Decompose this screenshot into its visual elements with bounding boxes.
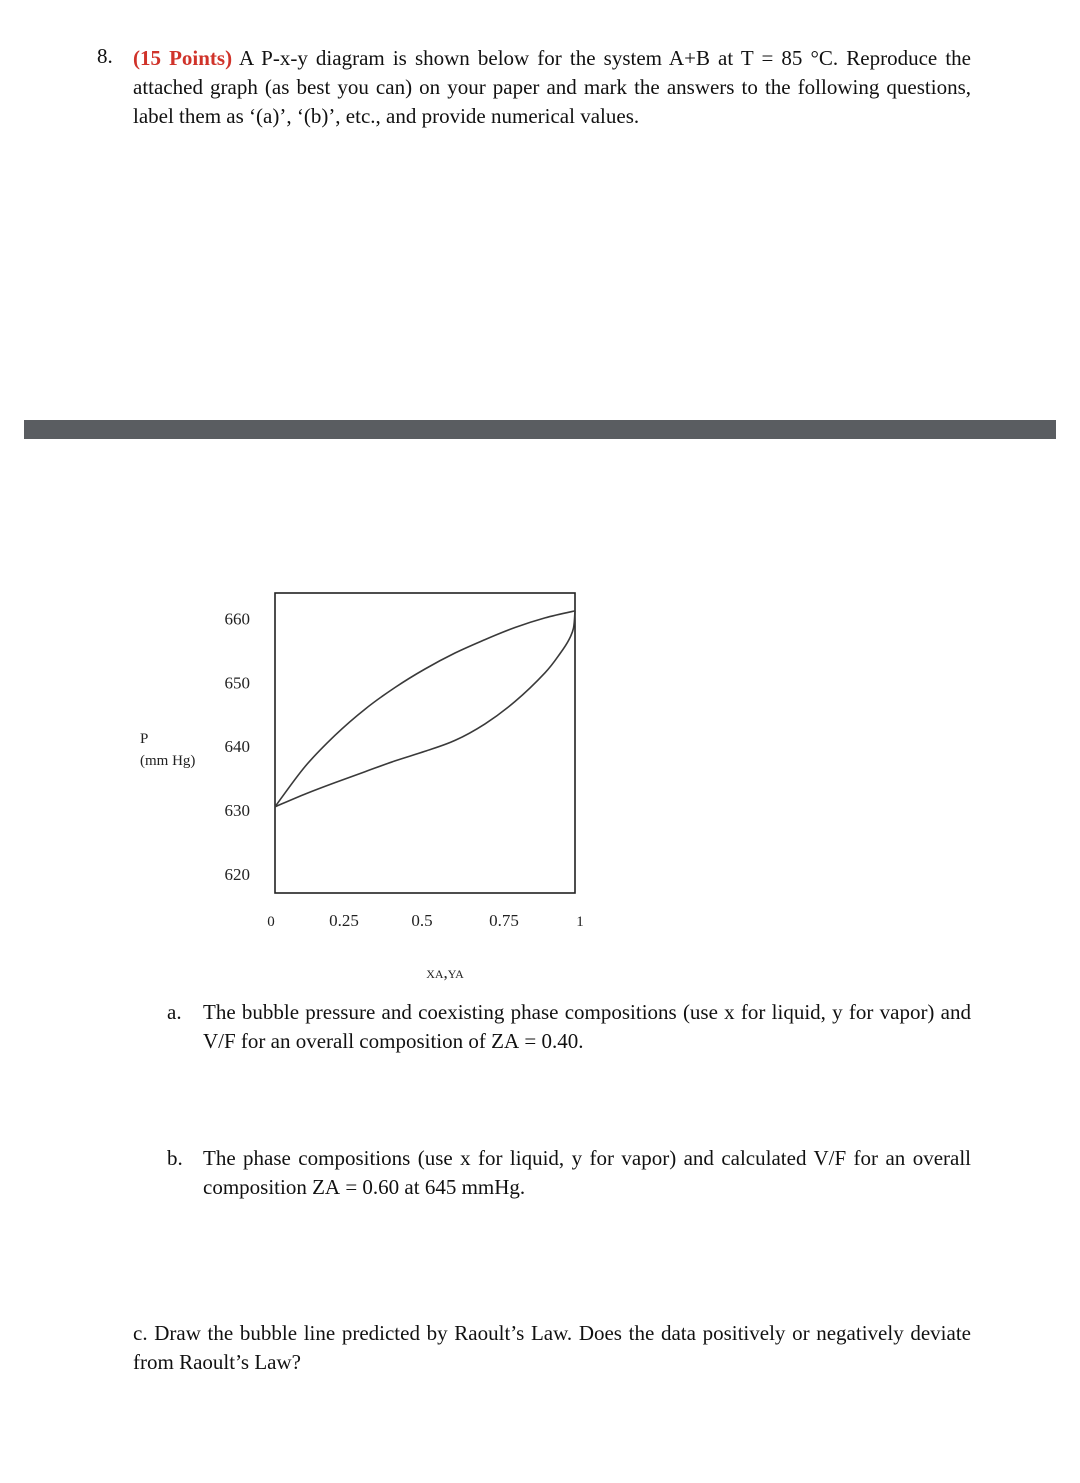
question-body: A P-x-y diagram is shown below for the system A+B at T = 85 °C. Reproduce the attached graph (as best you can) on your paper and mark the answers to the following questions, label them as ‘(a)’, ‘(b)’, etc., and provide numerical values.: [133, 46, 972, 128]
x-tick-label: 0.75: [489, 911, 519, 930]
question-b-body: The phase compositions (use x for liquid, y for vapor) and calculated V/F for an overall composition: [203, 1146, 971, 1199]
question-a-body: The bubble pressure and coexisting phase compositions (use x for liquid, y for vapor) and V/F for an overall composition of: [203, 1000, 971, 1053]
page-divider-bar: [24, 420, 1056, 439]
plot-frame: [275, 593, 575, 893]
y-tick-label: 620: [224, 864, 250, 884]
y-tick-label: 660: [224, 609, 250, 629]
x-tick-label: 0: [267, 914, 275, 930]
x-tick-label: 0.25: [329, 911, 359, 930]
x-axis-label: xa,ya: [426, 963, 464, 982]
question-b-label: b.: [167, 1146, 183, 1170]
question-a-label: a.: [167, 1000, 182, 1024]
question-number: 8.: [97, 44, 113, 68]
question-c-body: Draw the bubble line predicted by Raoult’s Law. Does the data positively or negatively deviate from Raoult’s Law?: [133, 1321, 971, 1374]
y-axis-unit-label: (mm Hg): [140, 753, 196, 769]
question-b-var: ZA: [312, 1175, 341, 1199]
question-a-text: [203, 998, 971, 1056]
y-axis-label: P: [140, 731, 149, 747]
bubble-line-curve: [275, 611, 575, 807]
question-text: [133, 44, 971, 131]
x-tick-label: 1: [576, 914, 584, 930]
y-tick-label: 630: [224, 801, 250, 821]
y-tick-label: 650: [224, 673, 250, 693]
question-b-value: = 0.60 at 645 mmHg.: [340, 1175, 526, 1199]
question-c-text: [133, 1319, 971, 1377]
dew-line-curve: [275, 611, 575, 807]
x-tick-label: 0.5: [411, 911, 433, 930]
question-a-value: = 0.40.: [519, 1029, 584, 1053]
question-c-label: c.: [133, 1321, 148, 1345]
question-points: (15 Points): [133, 46, 233, 70]
question-a-var: ZA: [491, 1029, 520, 1053]
y-tick-label: 640: [224, 737, 250, 757]
pxy-diagram: [0, 560, 1080, 990]
question-b-text: [203, 1144, 971, 1202]
